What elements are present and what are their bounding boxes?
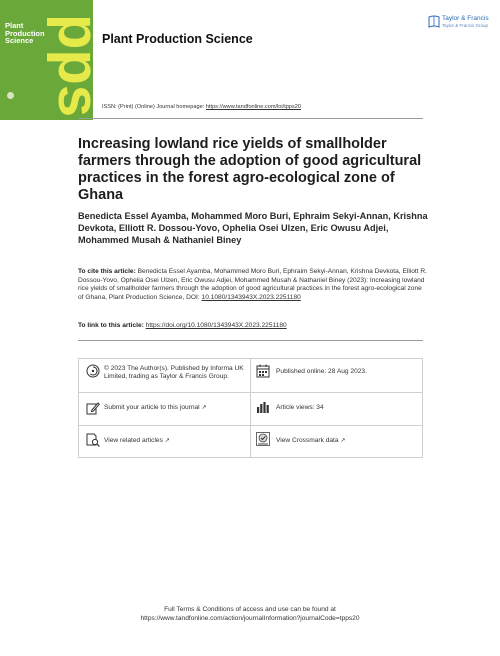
cover-badge-icon [7, 92, 14, 99]
crossmark-link[interactable] [276, 437, 416, 445]
publisher-group: Taylor & Francis Group [442, 23, 489, 28]
article-link-line [78, 322, 428, 329]
article-authors: Benedicta Essel Ayamba, Mohammed Moro Buri, Ephraim Sekyi-Annan, Krishna Devkota, Elliott R. Dossou-Yovo, Ophelia Osei Ulzen, Eric Owusu Adjei, Mohammed Musah & Nathaniel Biney [78, 211, 428, 245]
calendar-icon [256, 364, 270, 378]
citation-doi-link[interactable]: 10.1080/1343943X.2023.2251180 [201, 293, 301, 301]
publisher-brand: Taylor & Francis [442, 15, 489, 22]
cover-logo-letters: pps [46, 14, 111, 118]
info-box-row-divider [78, 392, 423, 393]
publisher-logo[interactable] [428, 15, 496, 37]
issn-line [102, 104, 301, 110]
footer-terms-line: Full Terms & Conditions of access and use can be found at [164, 606, 336, 613]
submit-article-text: Submit your article to this journal [104, 404, 200, 411]
cover-title-line: Plant [5, 21, 24, 30]
submit-edit-icon [86, 401, 100, 415]
external-link-icon: ↗ [340, 438, 346, 444]
submit-article-link[interactable] [104, 404, 244, 412]
journal-name[interactable]: Plant Production Science [102, 32, 253, 46]
crossmark-text: View Crossmark data [276, 437, 339, 444]
info-box-row-divider [78, 425, 423, 426]
article-doi-link[interactable]: https://doi.org/10.1080/1343943X.2023.2251180 [145, 322, 287, 329]
journal-cover-image [0, 0, 111, 120]
citation-block [78, 268, 428, 302]
footer-terms-link[interactable]: https://www.tandfonline.com/action/journalInformation?journalCode=tpps20 [140, 614, 360, 622]
related-articles-icon [86, 433, 100, 447]
article-views: Article views: 34 [276, 404, 324, 411]
external-link-icon: ↗ [164, 438, 170, 444]
cover-title-line: Production [5, 28, 45, 38]
publisher-book-icon [428, 15, 440, 29]
published-date: Published online: 28 Aug 2023. [276, 368, 367, 375]
bar-chart-icon [256, 400, 270, 414]
issn-label: ISSN: (Print) (Online) Journal homepage: [102, 104, 206, 110]
related-articles-text: View related articles [104, 437, 163, 444]
external-link-icon: ↗ [201, 405, 207, 411]
article-link-label: To link to this article: [78, 322, 146, 329]
footer-terms [100, 606, 400, 623]
section-divider [78, 340, 423, 341]
citation-label: To cite this article: [78, 268, 136, 275]
license-text: © 2023 The Author(s). Published by Informa UK Limited, trading as Taylor & Francis Group. [104, 365, 244, 381]
crossmark-icon [256, 432, 270, 446]
related-articles-link[interactable] [104, 437, 244, 445]
citation-text: Benedicta Essel Ayamba, Mohammed Moro Buri, Ephraim Sekyi-Annan, Krishna Devkota, Elliott R. Dossou-Yovo, Ophelia Osei Ulzen, Eric Owusu Adjei, Mohammed Musah & Nathaniel Biney (2023): Increasing lowland rice yields of smallholder farmers through the adoption of good agricultural practices in the forest agro-ecological zone of Ghana, Plant Production Science, DOI: [78, 268, 428, 301]
header-divider [78, 118, 423, 119]
open-access-icon [86, 364, 100, 378]
cover-title-line: Science [5, 36, 34, 45]
info-box-column-divider [250, 358, 251, 458]
article-title: Increasing lowland rice yields of smallholder farmers through the adoption of good agricultural practices in the forest agro-ecological zone of Ghana [78, 136, 422, 203]
journal-homepage-link[interactable]: https://www.tandfonline.com/loi/tpps20 [205, 104, 301, 110]
